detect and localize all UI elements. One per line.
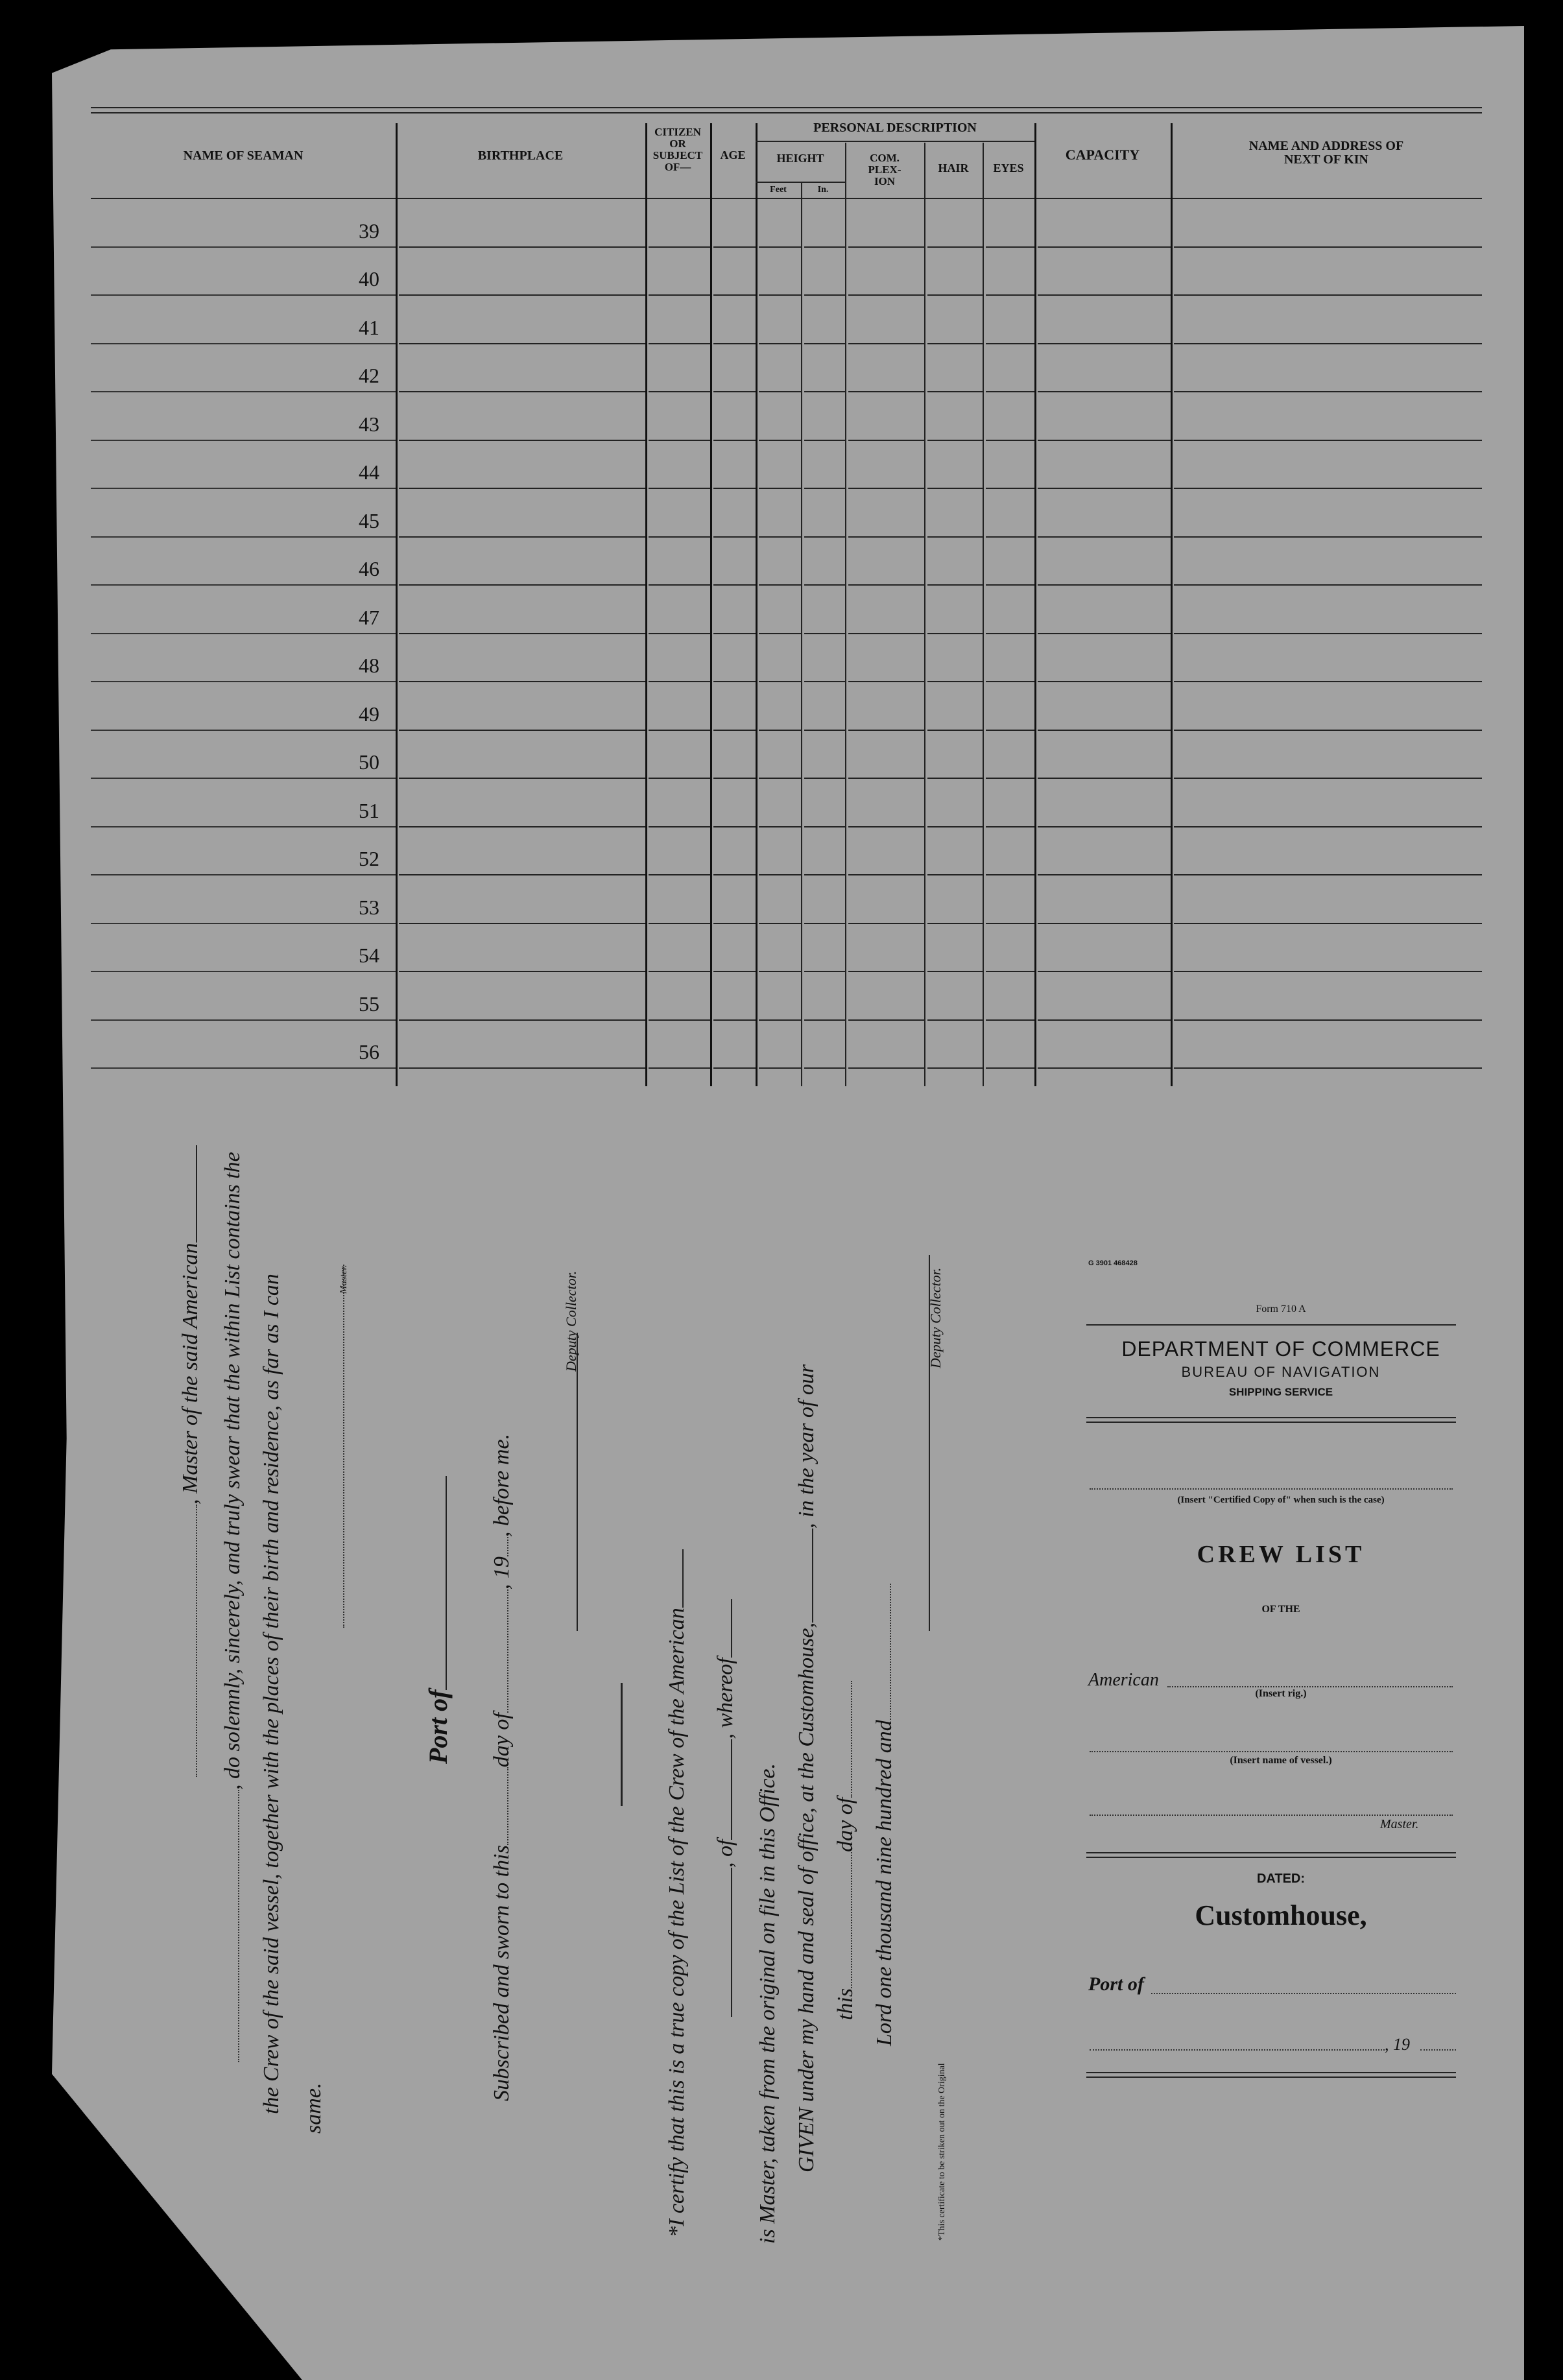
table-row-cell-line [1174,391,1482,392]
header-height: HEIGHT [776,152,824,165]
service-title: SHIPPING SERVICE [1228,1386,1333,1398]
table-row-cell-line [986,391,1034,392]
header-citizen-l3: SUBJECT [652,149,703,161]
row-number: 42 [359,364,379,387]
american-label: American [1088,1670,1159,1690]
table-row-cell-line [713,440,756,441]
table-row-cell-line [1174,1019,1482,1021]
oath-swear-text: , do solemnly, sincerely, and truly swear that the within List contains the [221,1152,245,1790]
table-row-cell-line [713,681,756,682]
table-row-cell-line [986,778,1034,779]
oath-same-text: same. [302,2082,326,2134]
table-row-cell-line [713,874,756,875]
table-row-cell-line [986,294,1034,296]
table-row-cell-line [713,923,756,924]
table-row-cell-line [1038,584,1171,586]
table-row-cell-line [804,294,845,296]
table-row-cell-line [804,440,845,441]
table-row-cell-line [1174,1067,1482,1069]
table-row-cell-line [759,391,801,392]
table-row-cell-line [986,1067,1034,1069]
table-row-cell-line [399,391,645,392]
header-hair: HAIR [938,161,969,174]
table-row-cell-line [1038,440,1171,441]
row-number: 50 [359,750,379,774]
table-row-cell-line [649,1067,710,1069]
table-row-cell-line [1038,874,1171,875]
oath-line-1 [178,1145,203,1777]
table-row-cell-line [1174,681,1482,682]
table-row-cell-line [1038,778,1171,779]
table-row-cell-line [986,488,1034,489]
table-row-cell-line [1038,1019,1171,1021]
table-row [91,440,396,441]
table-row-cell-line [1038,488,1171,489]
table-row-cell-line [759,633,801,634]
table-row-cell-line [804,343,845,344]
table-row-cell-line [804,584,845,586]
table-row-cell-line [399,584,645,586]
table-row-cell-line [759,826,801,827]
oath-line-4 [302,2083,326,2134]
table-row-cell-line [713,488,756,489]
table-row-cell-line [1038,1067,1171,1069]
year-label: , 19 [1385,2035,1410,2054]
row-number: 56 [359,1040,379,1064]
row-number: 46 [359,557,379,580]
table-row-cell-line [986,681,1034,682]
oath-line-3 [259,1274,284,2114]
cert-line-6 [872,1584,897,2046]
table-row-cell-line [713,730,756,731]
table-row-cell-line [713,1019,756,1021]
table-row-cell-line [986,971,1034,972]
table-row-cell-line [713,971,756,972]
table-row [91,391,396,392]
row-number: 53 [359,895,379,919]
cert-year-of-our-text: , in the year of our [794,1364,818,1529]
row-number: 41 [359,315,379,339]
table-row-cell-line [1038,971,1171,972]
table-row-cell-line [1038,681,1171,682]
table-row-cell-line [1174,488,1482,489]
table-row-cell-line [649,730,710,731]
table-row-cell-line [1038,343,1171,344]
header-complexion-l3: ION [874,174,896,187]
table-row-cell-line [927,778,983,779]
table-row-cell-line [804,826,845,827]
header-citizen-l2: OR [669,137,686,150]
form-number: Form 710 A [1256,1303,1306,1315]
table-row-cell-line [759,923,801,924]
row-number: 55 [359,992,379,1016]
row-number: 47 [359,605,379,629]
table-row-cell-line [1174,536,1482,538]
table-row-cell-line [927,488,983,489]
table-row-cell-line [649,343,710,344]
table-row-cell-line [713,778,756,779]
bureau-title: BUREAU OF NAVIGATION [1181,1364,1381,1380]
row-number: 39 [359,219,379,243]
header-citizen-l1: CITIZEN [654,126,701,138]
table-row-cell-line [399,633,645,634]
table-row-cell-line [986,246,1034,248]
insert-vessel-name-note: (Insert name of vessel.) [1230,1755,1332,1766]
oath-crew-text: the Crew of the said vessel, together with the places of their birth and residence, as far as I can [259,1274,283,2114]
table-row-cell-line [986,874,1034,875]
cert-footnote: *This certificate to be striken out on the Original [937,2063,947,2241]
table-row-cell-line [399,536,645,538]
header-kin-l2: NEXT OF KIN [1283,152,1369,167]
cert-this-text: this [833,1988,857,2020]
row-number: 40 [359,267,379,291]
table-row-cell-line [848,971,924,972]
table-row-cell-line [1038,730,1171,731]
table-row-cell-line [759,971,801,972]
table-row-cell-line [713,391,756,392]
table-row-cell-line [804,730,845,731]
table-row-cell-line [399,681,645,682]
cert-line-1 [665,1549,689,2237]
section-divider [621,1683,623,1806]
oath-deputy-label: Deputy Collector. [563,1270,579,1372]
table-row-cell-line [848,391,924,392]
customhouse-label: Customhouse, [1195,1899,1367,1931]
header-name-of-seaman: NAME OF SEAMAN [183,149,304,163]
header-inches: In. [817,185,829,195]
header-feet: Feet [770,185,787,195]
table-row-cell-line [848,681,924,682]
table-row [91,730,396,731]
crew-table [91,107,1482,1086]
table-row-cell-line [649,826,710,827]
table-row [91,971,396,972]
table-row-cell-line [649,440,710,441]
table-row-cell-line [713,633,756,634]
table-row-cell-line [848,294,924,296]
table-row-cell-line [649,1019,710,1021]
cert-day-of-text: day of [833,1797,857,1852]
oath-before-me-text: , before me. [490,1433,514,1538]
table-row-cell-line [1038,246,1171,248]
table-row-cell-line [927,584,983,586]
table-row-cell-line [399,971,645,972]
row-number: 54 [359,944,379,967]
table-row-cell-line [986,536,1034,538]
table-row-cell-line [1174,874,1482,875]
row-number: 45 [359,508,379,532]
insert-rig-note: (Insert rig.) [1255,1688,1307,1699]
table-row-cell-line [986,826,1034,827]
table-row-cell-line [986,584,1034,586]
table-row-cell-line [1174,826,1482,827]
oath-port-label: Port of [424,1689,453,1764]
table-row-cell-line [713,1067,756,1069]
table-row-cell-line [713,343,756,344]
table-row-cell-line [804,391,845,392]
table-row-cell-line [399,923,645,924]
cert-whereof-text: , whereof [713,1658,737,1739]
table-row-cell-line [399,874,645,875]
table-row-cell-line [399,1067,645,1069]
table-row-cell-line [759,246,801,248]
table-row-cell-line [649,874,710,875]
table-row-cell-line [927,633,983,634]
table-row-cell-line [713,826,756,827]
table-row-cell-line [399,343,645,344]
table-row [91,778,396,779]
table-row-cell-line [927,730,983,731]
table-row [91,633,396,634]
table-row-cell-line [927,681,983,682]
table-row-cell-line [927,826,983,827]
table-row-cell-line [848,343,924,344]
table-row-cell-line [759,778,801,779]
table-row-cell-line [804,923,845,924]
table-row-cell-line [927,536,983,538]
table-row-cell-line [848,874,924,875]
oath-master-label: Master. [339,1265,349,1294]
cert-of-text: , of [713,1839,737,1868]
table-row-cell-line [759,730,801,731]
table-row-cell-line [649,391,710,392]
table-row [91,1067,396,1069]
table-row-cell-line [804,874,845,875]
master-signature-line [328,1265,350,1628]
table-row-cell-line [927,1067,983,1069]
row-number: 44 [359,460,379,484]
table-row-cell-line [1038,826,1171,827]
table-row [91,246,396,248]
table-row-cell-line [759,294,801,296]
table-row-cell-line [713,246,756,248]
table-row [91,488,396,489]
table-row-cell-line [399,826,645,827]
table-row-cell-line [649,584,710,586]
port-of-label: Port of [1088,1973,1144,1995]
oath-port-of [423,1476,453,1764]
table-row-cell-line [804,1067,845,1069]
table-row-cell-line [759,1067,801,1069]
table-row-cell-line [804,778,845,779]
table-row-cell-line [804,971,845,972]
cert-true-copy-text: *I certify that this is a true copy of the List of the Crew of the American [665,1608,689,2237]
table-row-cell-line [759,874,801,875]
table-row [91,681,396,682]
table-row [91,826,396,827]
header-complexion-l2: PLEX- [868,163,901,176]
table-row-cell-line [713,584,756,586]
table-row-cell-line [1038,923,1171,924]
oath-subscribed-text: Subscribed and sworn to this [490,1845,514,2101]
table-row-cell-line [713,294,756,296]
table-row-cell-line [804,488,845,489]
crew-list-title: CREW LIST [1197,1541,1365,1568]
table-row-cell-line [848,633,924,634]
table-row-cell-line [927,440,983,441]
table-row-cell-line [848,440,924,441]
oath-subscribed-line [490,1434,514,2101]
table-row-cell-line [1038,536,1171,538]
table-row-cell-line [649,923,710,924]
cert-line-5 [833,1681,858,2020]
row-number: 48 [359,654,379,677]
table-row-cell-line [1174,294,1482,296]
table-row-cell-line [759,488,801,489]
row-number: 43 [359,412,379,436]
cert-line-2 [713,1599,738,2017]
table-row [91,536,396,538]
table-row-cell-line [804,681,845,682]
header-birthplace: BIRTHPLACE [477,149,564,163]
form-code: G 3901 468428 [1088,1259,1138,1267]
table-row-cell-line [848,1019,924,1021]
cert-deputy-label: Deputy Collector. [927,1267,944,1368]
table-row-cell-line [759,343,801,344]
table-row-cell-line [986,1019,1034,1021]
table-row-cell-line [986,633,1034,634]
table-row-cell-line [713,536,756,538]
header-kin-l1: NAME AND ADDRESS OF [1248,139,1404,153]
table-row [91,584,396,586]
table-row-cell-line [804,1019,845,1021]
table-row-cell-line [848,1067,924,1069]
header-capacity: CAPACITY [1065,147,1140,163]
table-row-cell-line [986,343,1034,344]
table-row-cell-line [986,923,1034,924]
oath-line-2 [221,1152,245,2062]
cert-line-4 [794,1364,819,2172]
table-row-cell-line [649,633,710,634]
table-row-cell-line [927,874,983,875]
table-row-cell-line [804,246,845,248]
table-row-cell-line [986,440,1034,441]
table-row [91,1019,396,1021]
table-row-cell-line [1174,584,1482,586]
oath-master-of-american: , Master of the said American [178,1243,202,1505]
table-row-cell-line [1174,246,1482,248]
table-row-cell-line [848,536,924,538]
table-row-cell-line [759,681,801,682]
table-row-cell-line [848,584,924,586]
table-row-cell-line [759,440,801,441]
table-row-cell-line [848,923,924,924]
table-row-cell-line [759,1019,801,1021]
table-row-cell-line [848,778,924,779]
row-number: 51 [359,798,379,822]
cert-master-original-text: is Master, taken from the original on file in this Office. [756,1763,780,2244]
table-row-cell-line [399,488,645,489]
table-row-cell-line [1174,440,1482,441]
table-row [91,294,396,296]
table-row-cell-line [759,536,801,538]
table-row-cell-line [927,343,983,344]
table-row-cell-line [399,1019,645,1021]
row-number: 49 [359,702,379,726]
oath-deputy-line [561,1333,583,1631]
table-row-cell-line [1038,294,1171,296]
header-next-of-kin [1171,139,1482,167]
header-personal-description: PERSONAL DESCRIPTION [813,121,977,135]
table-row-cell-line [927,294,983,296]
table-row-cell-line [927,1019,983,1021]
table-row-cell-line [1038,391,1171,392]
table-row-cell-line [399,440,645,441]
table-row [91,923,396,924]
table-row-cell-line [649,681,710,682]
header-complexion-l1: COM. [870,152,900,164]
table-row-cell-line [848,246,924,248]
insert-certified-note: (Insert "Certified Copy of" when such is the case) [1177,1495,1385,1505]
table-row-cell-line [649,971,710,972]
of-the-label: OF THE [1261,1604,1300,1615]
cert-lord-text: Lord one thousand nine hundred and [872,1720,896,2046]
table-row-cell-line [1174,633,1482,634]
header-citizen [645,126,710,173]
table-row-cell-line [804,536,845,538]
table-row-cell-line [649,246,710,248]
table-row-cell-line [649,294,710,296]
table-row-cell-line [848,488,924,489]
table-row-cell-line [986,730,1034,731]
table-row [91,343,396,344]
table-row-cell-line [927,971,983,972]
table-row-cell-line [649,488,710,489]
table-row-cell-line [804,633,845,634]
table-row-cell-line [1038,633,1171,634]
table-row-cell-line [649,778,710,779]
table-row-cell-line [399,294,645,296]
table-row-cell-line [1174,923,1482,924]
table-row-cell-line [1174,730,1482,731]
table-row-cell-line [399,730,645,731]
table-row-cell-line [759,584,801,586]
table-row-cell-line [927,923,983,924]
table-row-cell-line [399,246,645,248]
header-eyes: EYES [993,161,1024,174]
table-row-cell-line [649,536,710,538]
table-row-cell-line [1174,343,1482,344]
cert-given-text: GIVEN under my hand and seal of office, at the Customhouse, [794,1622,818,2172]
table-row [91,874,396,875]
dated-label: DATED: [1256,1872,1306,1886]
oath-19-text: , 19 [490,1556,514,1590]
table-row-cell-line [927,246,983,248]
row-number: 52 [359,847,379,870]
table-row-cell-line [927,391,983,392]
master-label: Master. [1380,1817,1419,1831]
oath-day-of-text: day of [490,1713,514,1768]
header-citizen-l4: OF— [664,160,691,173]
header-complexion [845,152,924,187]
table-row-cell-line [1174,778,1482,779]
table-row-cell-line [848,826,924,827]
cert-line-3 [756,1763,780,2244]
department-title: DEPARTMENT OF COMMERCE [1121,1337,1440,1361]
table-row-cell-line [848,730,924,731]
table-row-cell-line [1174,971,1482,972]
table-row-cell-line [399,778,645,779]
header-age: AGE [720,149,746,161]
